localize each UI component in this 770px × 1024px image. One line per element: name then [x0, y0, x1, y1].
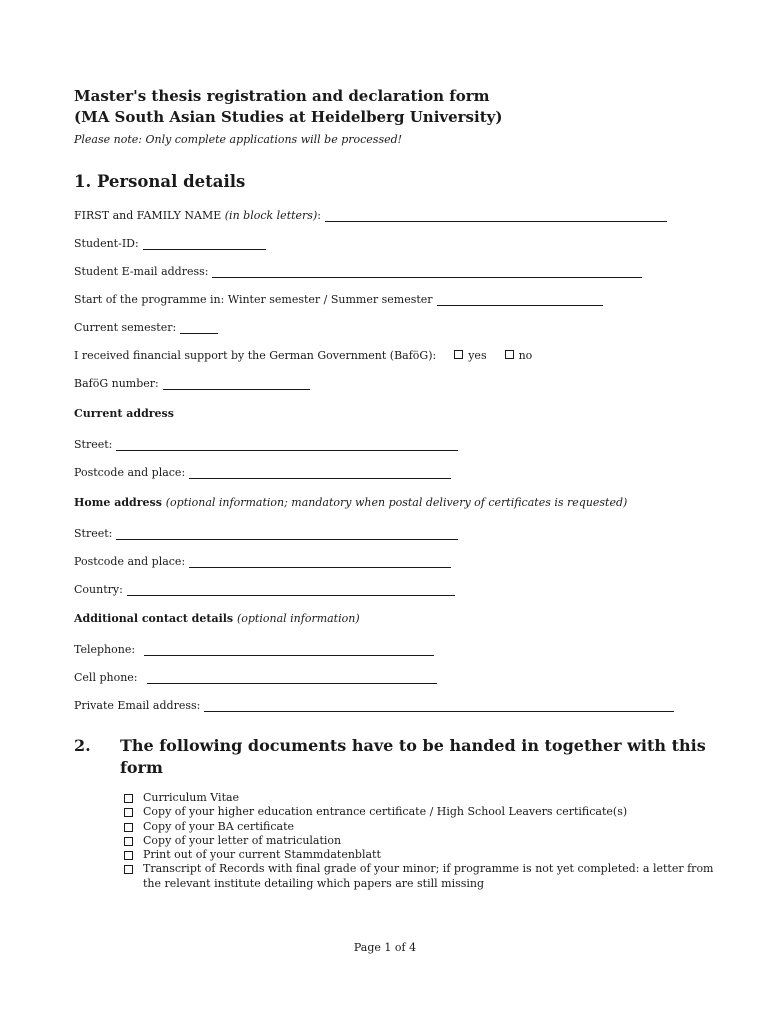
no-checkbox[interactable]: [505, 350, 514, 359]
street-label: Street:: [74, 438, 113, 451]
yes-label: yes: [468, 349, 487, 362]
document-checkbox[interactable]: [124, 794, 133, 803]
bafog-row: [74, 374, 310, 390]
list-item-label: Copy of your BA certificate: [143, 819, 295, 833]
contact-heading: [74, 612, 360, 625]
current-address-heading: Current address: [74, 407, 174, 420]
contact-hint: (optional information): [236, 612, 360, 625]
list-item: [124, 820, 714, 834]
student-email-field[interactable]: [212, 266, 642, 278]
cellphone-row: [74, 668, 437, 684]
list-item-label: Transcript of Records with final grade of your minor; if programme is not yet completed: a letter from the relevant institute detailing which papers are still missing: [143, 862, 714, 890]
name-label: FIRST and FAMILY NAME: [74, 209, 222, 222]
financial-support-label: I received financial support by the German Government (BaföG):: [74, 349, 437, 362]
home-postcode-field[interactable]: [189, 556, 451, 568]
bafog-field[interactable]: [163, 378, 310, 390]
start-label: Start of the programme in: Winter semester / Summer semester: [74, 293, 433, 306]
postcode-field[interactable]: [189, 467, 451, 479]
section-2-heading: [74, 735, 714, 779]
private-email-row: [74, 696, 674, 712]
home-address-heading: [74, 496, 627, 509]
private-email-field[interactable]: [204, 700, 674, 712]
name-colon: :: [317, 209, 321, 222]
list-item: [124, 805, 714, 819]
private-email-label: Private Email address:: [74, 699, 201, 712]
student-email-row: [74, 262, 642, 278]
list-item-label: Print out of your current Stammdatenblatt: [143, 848, 381, 862]
list-item: [124, 834, 714, 848]
start-row: [74, 290, 603, 306]
student-id-label: Student-ID:: [74, 237, 139, 250]
contact-title: Additional contact details: [74, 612, 234, 625]
postcode-label: Postcode and place:: [74, 466, 186, 479]
document-checkbox[interactable]: [124, 823, 133, 832]
no-label: no: [518, 349, 533, 362]
start-semester-field[interactable]: [437, 294, 603, 306]
section-2-number: 2.: [74, 736, 91, 755]
section-2-heading-line-1: The following documents have to be handed in together with this: [120, 736, 706, 755]
home-postcode-row: [74, 552, 451, 568]
student-id-field[interactable]: [143, 238, 266, 250]
telephone-row: [74, 640, 434, 656]
section-2-heading-line-2: form: [120, 758, 163, 777]
home-street-field[interactable]: [116, 528, 458, 540]
list-item-label: Curriculum Vitae: [143, 791, 240, 804]
current-semester-field[interactable]: [180, 322, 218, 334]
section-1-heading: 1. Personal details: [74, 172, 246, 191]
document-checkbox[interactable]: [124, 837, 133, 846]
document-checkbox[interactable]: [124, 808, 133, 817]
list-item: [124, 791, 714, 805]
country-row: [74, 580, 455, 596]
street-field[interactable]: [116, 439, 458, 451]
title-line-1: Master's thesis registration and declaration form: [74, 87, 490, 105]
telephone-field[interactable]: [144, 644, 434, 656]
country-field[interactable]: [127, 584, 455, 596]
page-number: Page 1 of 4: [353, 941, 417, 954]
home-street-label: Street:: [74, 527, 113, 540]
postcode-row: [74, 463, 451, 479]
telephone-label: Telephone:: [74, 643, 136, 656]
document-checklist: [124, 791, 714, 891]
document-checkbox[interactable]: [124, 865, 133, 874]
list-item-label: Copy of your higher education entrance certificate / High School Leavers certificate(s): [143, 805, 628, 819]
street-row: [74, 435, 458, 451]
home-postcode-label: Postcode and place:: [74, 555, 186, 568]
title-line-2: (MA South Asian Studies at Heidelberg University): [74, 108, 503, 126]
home-address-hint: (optional information; mandatory when postal delivery of certificates is requested): [165, 496, 628, 509]
country-label: Country:: [74, 583, 123, 596]
name-hint: (in block letters): [224, 209, 318, 222]
no-option[interactable]: [505, 349, 533, 362]
yes-option[interactable]: [454, 349, 486, 362]
yes-checkbox[interactable]: [454, 350, 463, 359]
bafog-label: BaföG number:: [74, 377, 159, 390]
current-semester-row: [74, 318, 218, 334]
financial-support-row: [74, 346, 532, 362]
current-semester-label: Current semester:: [74, 321, 177, 334]
home-street-row: [74, 524, 458, 540]
student-email-label: Student E-mail address:: [74, 265, 209, 278]
list-item: [124, 848, 714, 862]
form-title: [74, 86, 502, 128]
name-field[interactable]: [325, 210, 667, 222]
list-item: [124, 862, 714, 891]
student-id-row: [74, 234, 266, 250]
cellphone-label: Cell phone:: [74, 671, 138, 684]
name-row: [74, 206, 667, 222]
home-address-title: Home address: [74, 496, 162, 509]
cellphone-field[interactable]: [147, 672, 437, 684]
list-item-label: Copy of your letter of matriculation: [143, 833, 342, 847]
completeness-note: Please note: Only complete applications will be processed!: [74, 133, 403, 146]
document-checkbox[interactable]: [124, 851, 133, 860]
